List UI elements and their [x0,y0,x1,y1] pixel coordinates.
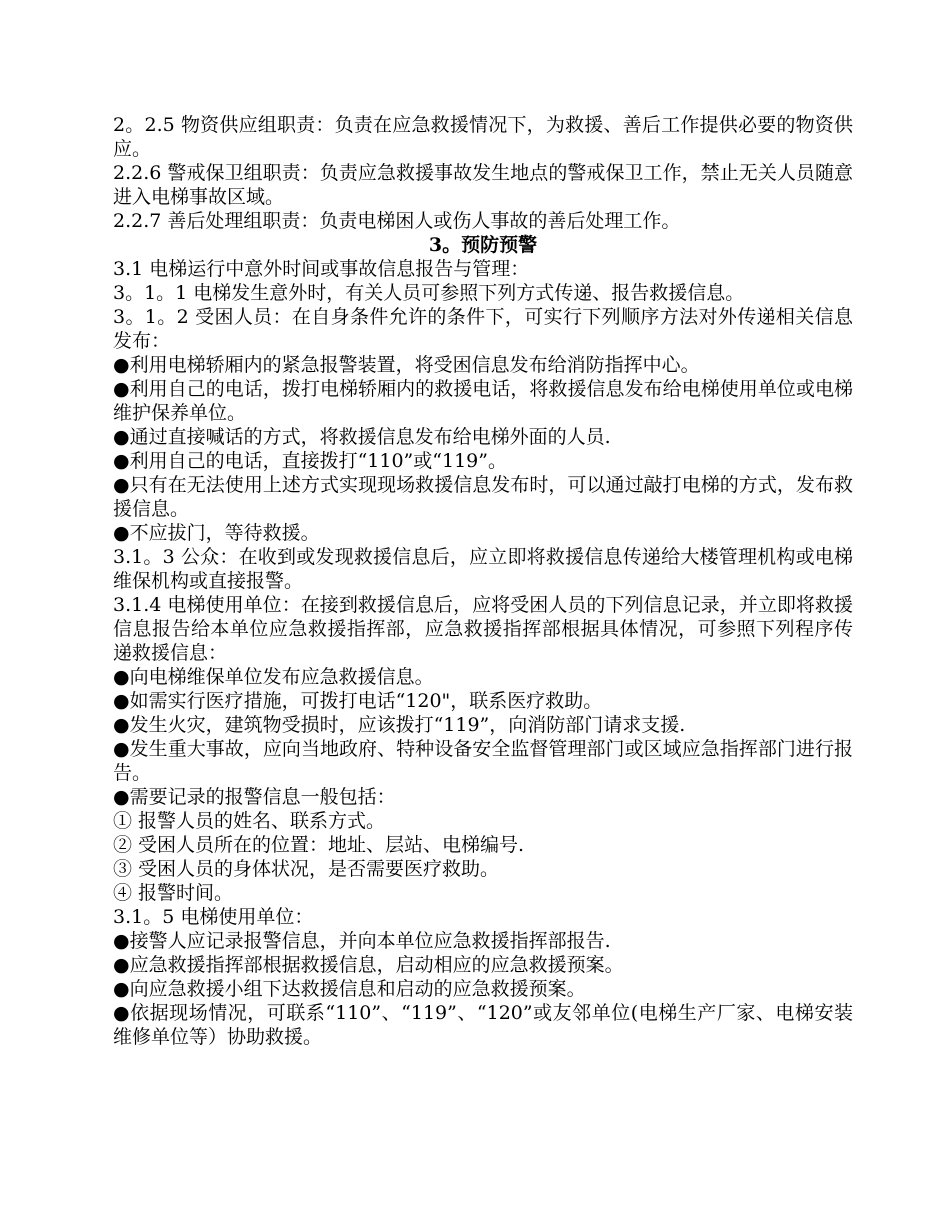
paragraph-3-1-1: 3。1。1 电梯发生意外时，有关人员可参照下列方式传递、报告救援信息。 [113,282,745,304]
numbered-item: ② 受困人员所在的位置：地址、层站、电梯编号. [113,834,525,856]
bullet-item: ●如需实行医疗措施，可拨打电话“120"，联系医疗救助。 [113,690,603,712]
bullet-item: ●通过直接喊话的方式，将救援信息发布给电梯外面的人员. [113,426,611,448]
bullet-item: ●利用自己的电话，拨打电梯轿厢内的救援电话，将救援信息发布给电梯使用单位或电梯维护保养单位。 [113,378,853,424]
bullet-item: ●只有在无法使用上述方式实现现场救援信息发布时，可以通过敲打电梯的方式，发布救援信息。 [113,474,853,520]
bullet-item: ●向应急救援小组下达救援信息和启动的应急救援预案。 [113,978,586,1000]
bullet-item: ●接警人应记录报警信息，并向本单位应急救援指挥部报告. [113,930,611,952]
bullet-item: ●向电梯维保单位发布应急救援信息。 [113,666,434,688]
numbered-item: ① 报警人员的姓名、联系方式。 [113,810,386,832]
bullet-item: ●应急救援指挥部根据救援信息，启动相应的应急救援预案。 [113,954,624,976]
bullet-item: ●利用自己的电话，直接拨打“110”或“119”。 [113,450,507,472]
bullet-item: ●利用电梯轿厢内的紧急报警装置，将受困信息发布给消防指挥中心。 [113,354,700,376]
bullet-item: ●发生火灾，建筑物受损时，应该拨打“119”，向消防部门请求支援. [113,714,686,736]
numbered-item: ④ 报警时间。 [113,882,234,904]
bullet-item: ●不应拔门，等待救援。 [113,522,320,544]
bullet-item: ●需要记录的报警信息一般包括： [113,786,396,808]
bullet-item: ●依据现场情况，可联系“110”、“119”、“120”或友邻单位(电梯生产厂家、电梯安装维修单位等）协助救援。 [113,1002,853,1048]
numbered-item: ③ 受困人员的身体状况，是否需要医疗救助。 [113,858,500,880]
paragraph-3-1-4: 3.1.4 电梯使用单位：在接到救援信息后，应将受困人员的下列信息记录，并立即将救援信息报告给本单位应急救援指挥部，应急救援指挥部根据具体情况，可参照下列程序传递救援信息： [113,594,853,664]
section-heading-3: 3。预防预警 [428,234,538,256]
document-body [113,113,853,1049]
paragraph-3-1-3: 3.1。3 公众：在收到或发现救援信息后，应立即将救援信息传递给大楼管理机构或电梯维保机构或直接报警。 [113,546,853,592]
paragraph-3-1: 3.1 电梯运行中意外时间或事故信息报告与管理： [113,258,530,280]
paragraph-3-1-5: 3.1。5 电梯使用单位： [113,906,314,928]
bullet-item: ●发生重大事故，应向当地政府、特种设备安全监督管理部门或区域应急指挥部门进行报告。 [113,738,853,784]
paragraph-2-2-7: 2.2.7 善后处理组职责：负责电梯困人或伤人事故的善后处理工作。 [113,210,681,232]
paragraph-2-2-6: 2.2.6 警戒保卫组职责：负责应急救援事故发生地点的警戒保卫工作，禁止无关人员随意进入电梯事故区域。 [113,162,853,208]
paragraph-3-1-2: 3。1。2 受困人员：在自身条件允许的条件下，可实行下列顺序方法对外传递相关信息发布： [113,306,853,352]
paragraph-2-2-5: 2。2.5 物资供应组职责：负责在应急救援情况下，为救援、善后工作提供必要的物资供应。 [113,114,853,160]
